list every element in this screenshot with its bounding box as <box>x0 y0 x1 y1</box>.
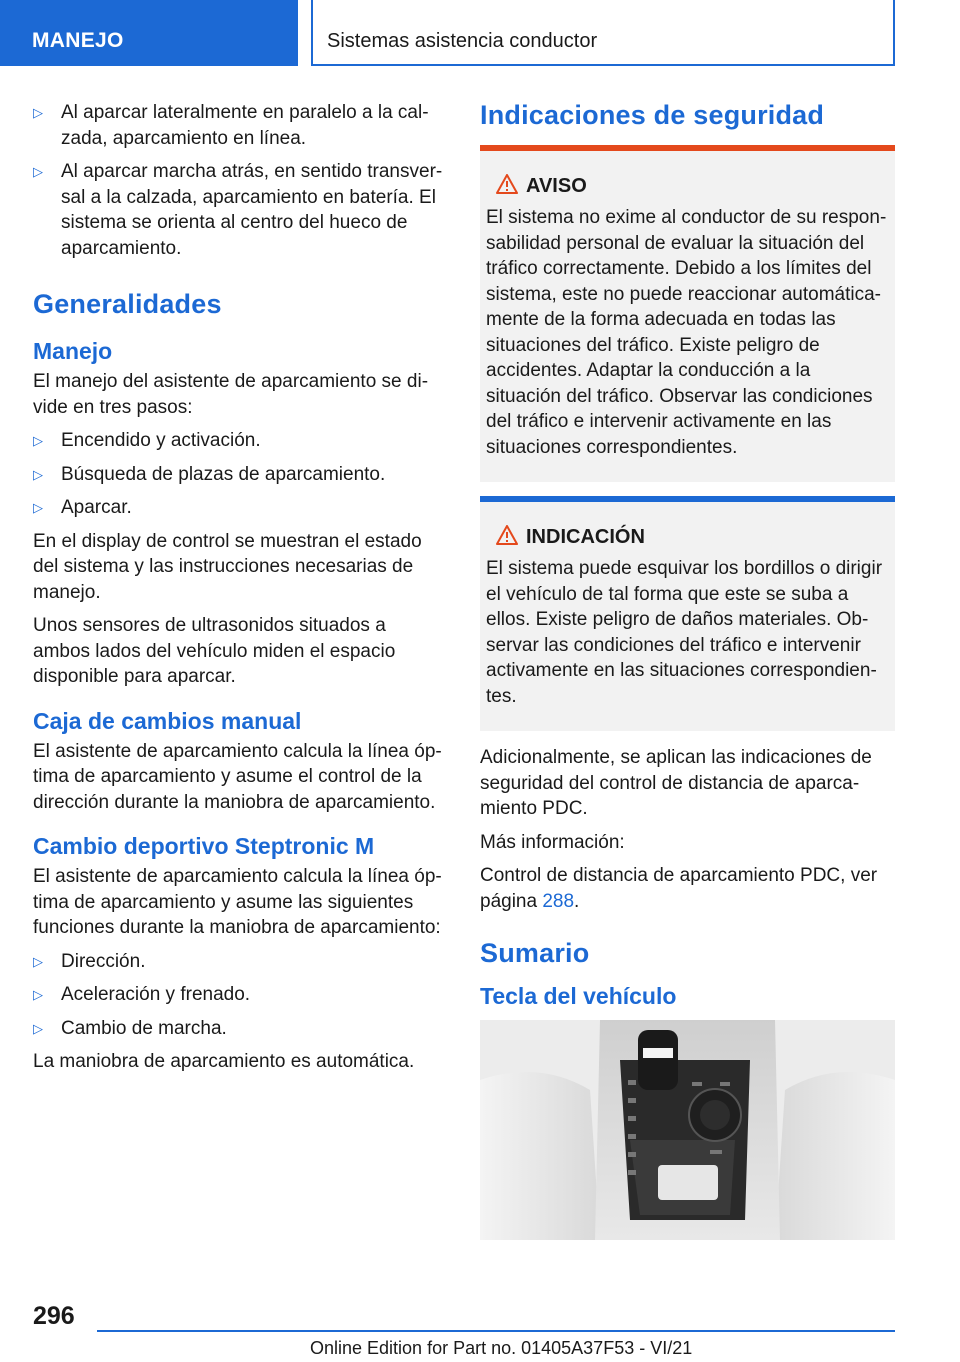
page-header <box>0 0 960 66</box>
edition-text: Online Edition for Part no. 01405A37F53 - VI/21 <box>310 1338 693 1358</box>
right-column <box>480 100 895 1240</box>
triangle-bullet-icon: ▷ <box>33 433 43 448</box>
footer-divider <box>97 1330 895 1332</box>
paragraph: En el display de control se muestran el estado del sistema y las instrucciones necesarias de manejo. <box>33 530 422 603</box>
warning-triangle-icon <box>496 525 518 545</box>
heading-seguridad: Indicaciones de seguridad <box>480 100 825 130</box>
paragraph: El asistente de aparcamiento calcula la línea óptima de aparcamiento y asume las siguientes funciones durante la maniobra de aparcamiento: <box>33 866 442 938</box>
list-item: ▷ Dirección. <box>33 949 448 975</box>
section-tab <box>0 0 298 66</box>
indicacion-box <box>480 496 895 731</box>
triangle-bullet-icon: ▷ <box>33 105 43 120</box>
heading-tecla: Tecla del vehículo <box>480 983 677 1009</box>
paragraph: El asistente de aparcamiento calcula la línea óptima de aparcamiento y asume el control de la dirección durante la maniobra de aparcamiento. <box>33 740 442 813</box>
paragraph: La maniobra de aparcamiento es automática. <box>33 1051 415 1072</box>
list-item: ▷ Encendido y activación. <box>33 428 448 454</box>
page-number: 296 <box>33 1302 75 1330</box>
list-item: ▷ Cambio de marcha. <box>33 1016 448 1042</box>
chapter-title: Sistemas asistencia conductor <box>327 30 598 52</box>
paragraph: El manejo del asistente de aparcamiento se divide en tres pasos: <box>33 371 429 418</box>
heading-steptronic: Cambio deportivo Steptronic M <box>33 833 375 859</box>
triangle-bullet-icon: ▷ <box>33 466 43 482</box>
list-item: ▷ Aceleración y frenado. <box>33 982 448 1008</box>
triangle-bullet-icon: ▷ <box>33 1020 43 1036</box>
left-column <box>33 100 448 1083</box>
paragraph: Más información: <box>480 831 625 853</box>
triangle-bullet-icon: ▷ <box>33 500 43 515</box>
triangle-bullet-icon: ▷ <box>33 164 43 179</box>
paragraph: Unos sensores de ultrasonidos situados a ambos lados del vehículo miden el espacio disponible para aparcar. <box>33 615 396 687</box>
indicacion-text: El sistema puede esquivar los bordillos o dirigir el vehículo de tal forma que este se suba a ellos. Existe peligro de daños materiales. Observar las condiciones del tráfico e intervenir activamente en las situaciones correspondientes. <box>486 558 883 707</box>
aviso-box <box>480 145 895 482</box>
page-link[interactable]: 288 <box>542 890 575 912</box>
paragraph: Adicionalmente, se aplican las indicaciones de seguridad del control de distancia de aparcamiento PDC. <box>480 747 872 819</box>
aviso-text: El sistema no exime al conductor de su responsabilidad personal de evaluar la situación del tráfico correctamente. Debido a los límites del sistema, este no puede reaccionar automáticamente de la forma adecuada en todas las situaciones del tráfico. Existe peligro de accidentes. Adaptar la conducción a la situación del tráfico. Observar las condiciones del tráfico e intervenir activamente en las situaciones correspondientes. <box>486 207 887 458</box>
heading-sumario: Sumario <box>480 938 590 968</box>
list-item: ▷ Al aparcar lateralmente en paralelo a la calzada, aparcamiento en línea. <box>33 102 429 149</box>
list-item: ▷ Búsqueda de plazas de aparcamiento. <box>33 462 448 488</box>
center-console-illustration <box>480 1020 895 1240</box>
chapter-tab <box>311 0 895 66</box>
indicacion-title: INDICACIÓN <box>486 524 887 550</box>
warning-triangle-icon <box>496 174 518 194</box>
center-console-image <box>480 1020 895 1240</box>
paragraph: Control de distancia de aparcamiento PDC, ver página 288. <box>480 865 878 912</box>
triangle-bullet-icon: ▷ <box>33 953 43 969</box>
list-item: ▷ Al aparcar marcha atrás, en sentido transversal a la calzada, aparcamiento en batería. El sistema se orienta al centro del hueco de aparcamiento. <box>33 161 443 259</box>
heading-caja-manual: Caja de cambios manual <box>33 707 302 734</box>
aviso-title: AVISO <box>486 173 887 199</box>
heading-generalidades: Generalidades <box>33 289 222 319</box>
list-item: ▷ Aparcar. <box>33 495 448 521</box>
section-title: MANEJO <box>32 29 124 52</box>
triangle-bullet-icon: ▷ <box>33 987 43 1002</box>
heading-manejo: Manejo <box>33 338 113 364</box>
